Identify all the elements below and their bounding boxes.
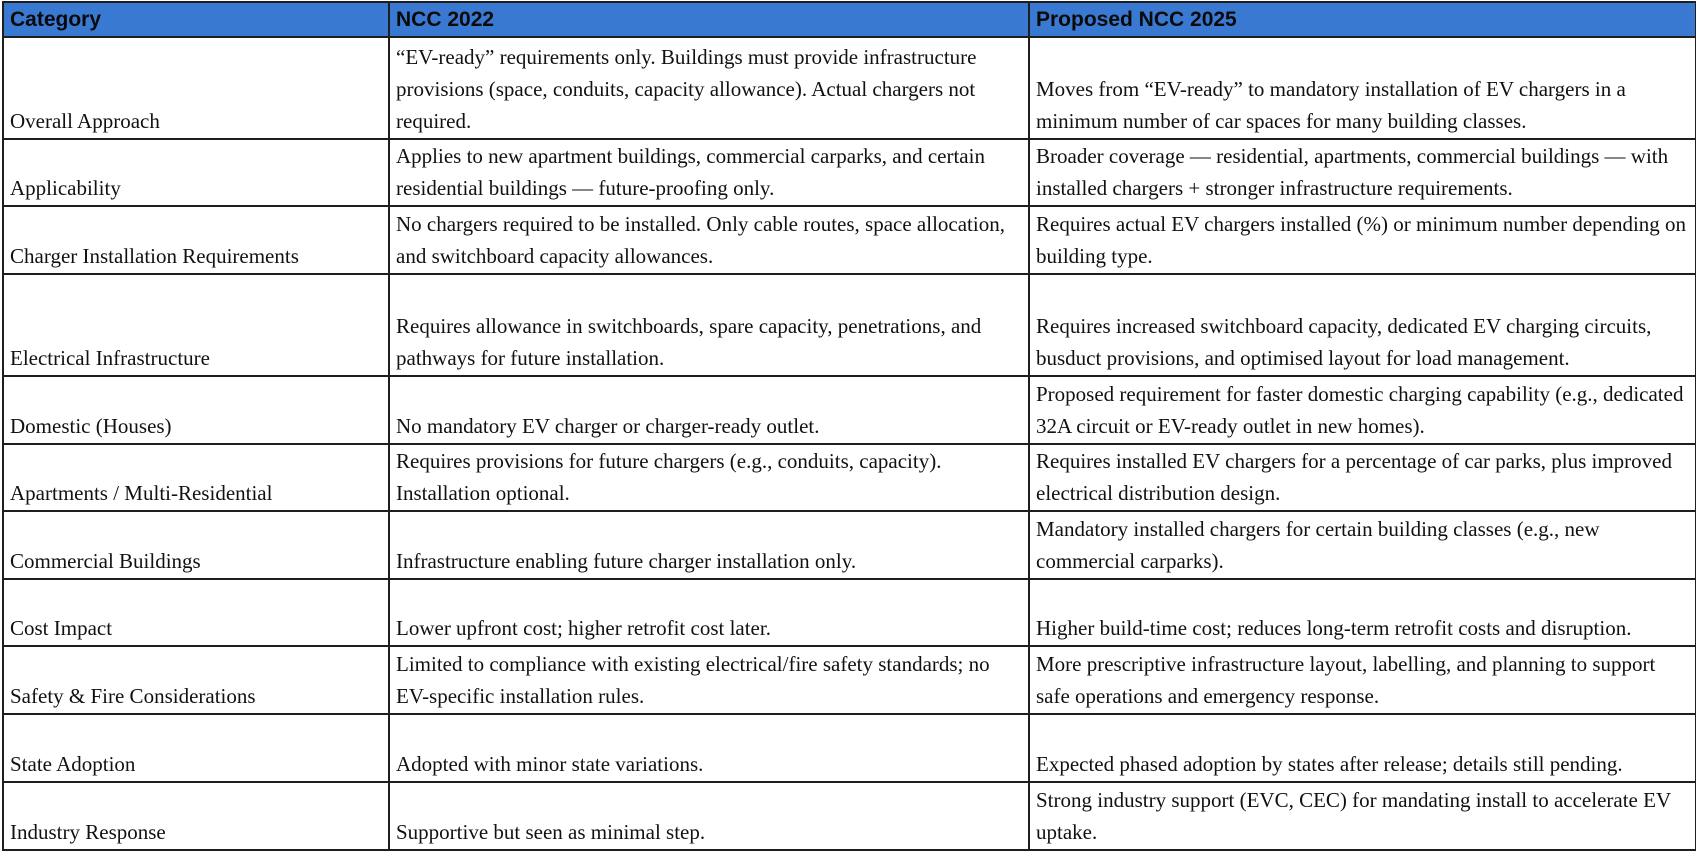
- ncc-2025-cell: Mandatory installed chargers for certain building classes (e.g., new commercial carparks).: [1029, 511, 1696, 579]
- table-row: [3, 511, 1696, 579]
- table-row: [3, 37, 1696, 139]
- ncc-2022-cell: Requires provisions for future chargers (e.g., conduits, capacity). Installation optional.: [389, 444, 1029, 511]
- ncc-2022-cell: Supportive but seen as minimal step.: [389, 782, 1029, 850]
- category-cell: Commercial Buildings: [3, 511, 389, 579]
- table-row: [3, 579, 1696, 646]
- ncc-2022-cell: “EV-ready” requirements only. Buildings must provide infrastructure provisions (space, conduits, capacity allowance). Actual chargers not required.: [389, 37, 1029, 139]
- ncc-2025-cell: Proposed requirement for faster domestic charging capability (e.g., dedicated 32A circuit or EV-ready outlet in new homes).: [1029, 376, 1696, 444]
- header-category: Category: [3, 2, 389, 37]
- ncc-2025-cell: Requires installed EV chargers for a percentage of car parks, plus improved electrical distribution design.: [1029, 444, 1696, 511]
- table-row: [3, 139, 1696, 206]
- ncc-2025-cell: Strong industry support (EVC, CEC) for mandating install to accelerate EV uptake.: [1029, 782, 1696, 850]
- ncc-2025-cell: Expected phased adoption by states after release; details still pending.: [1029, 714, 1696, 782]
- ncc-2022-cell: Applies to new apartment buildings, commercial carparks, and certain residential buildings — future-proofing only.: [389, 139, 1029, 206]
- ncc-2025-cell: Requires increased switchboard capacity, dedicated EV charging circuits, busduct provisions, and optimised layout for load management.: [1029, 274, 1696, 376]
- category-cell: Safety & Fire Considerations: [3, 646, 389, 714]
- table-row: [3, 274, 1696, 376]
- ncc-2025-cell: More prescriptive infrastructure layout, labelling, and planning to support safe operations and emergency response.: [1029, 646, 1696, 714]
- category-cell: Charger Installation Requirements: [3, 206, 389, 274]
- category-cell: State Adoption: [3, 714, 389, 782]
- ncc-2022-cell: Lower upfront cost; higher retrofit cost later.: [389, 579, 1029, 646]
- header-row: [3, 2, 1696, 37]
- table-row: [3, 206, 1696, 274]
- ncc-2025-cell: Broader coverage — residential, apartments, commercial buildings — with installed chargers + stronger infrastructure requirements.: [1029, 139, 1696, 206]
- header-ncc-2022: NCC 2022: [389, 2, 1029, 37]
- category-cell: Domestic (Houses): [3, 376, 389, 444]
- ncc-2022-cell: Limited to compliance with existing electrical/fire safety standards; no EV-specific installation rules.: [389, 646, 1029, 714]
- table-row: [3, 444, 1696, 511]
- category-cell: Overall Approach: [3, 37, 389, 139]
- comparison-table: [2, 1, 1696, 851]
- ncc-2022-cell: Requires allowance in switchboards, spare capacity, penetrations, and pathways for future installation.: [389, 274, 1029, 376]
- ncc-2025-cell: Higher build-time cost; reduces long-term retrofit costs and disruption.: [1029, 579, 1696, 646]
- category-cell: Industry Response: [3, 782, 389, 850]
- table-row: [3, 646, 1696, 714]
- table-row: [3, 376, 1696, 444]
- header-ncc-2025: Proposed NCC 2025: [1029, 2, 1696, 37]
- table-row: [3, 782, 1696, 850]
- category-cell: Cost Impact: [3, 579, 389, 646]
- category-cell: Electrical Infrastructure: [3, 274, 389, 376]
- category-cell: Apartments / Multi-Residential: [3, 444, 389, 511]
- table-row: [3, 714, 1696, 782]
- ncc-2022-cell: Infrastructure enabling future charger installation only.: [389, 511, 1029, 579]
- ncc-2022-cell: No mandatory EV charger or charger-ready outlet.: [389, 376, 1029, 444]
- category-cell: Applicability: [3, 139, 389, 206]
- ncc-2025-cell: Moves from “EV-ready” to mandatory installation of EV chargers in a minimum number of car spaces for many building classes.: [1029, 37, 1696, 139]
- ncc-2022-cell: No chargers required to be installed. Only cable routes, space allocation, and switchboard capacity allowances.: [389, 206, 1029, 274]
- ncc-2022-cell: Adopted with minor state variations.: [389, 714, 1029, 782]
- ncc-2025-cell: Requires actual EV chargers installed (%) or minimum number depending on building type.: [1029, 206, 1696, 274]
